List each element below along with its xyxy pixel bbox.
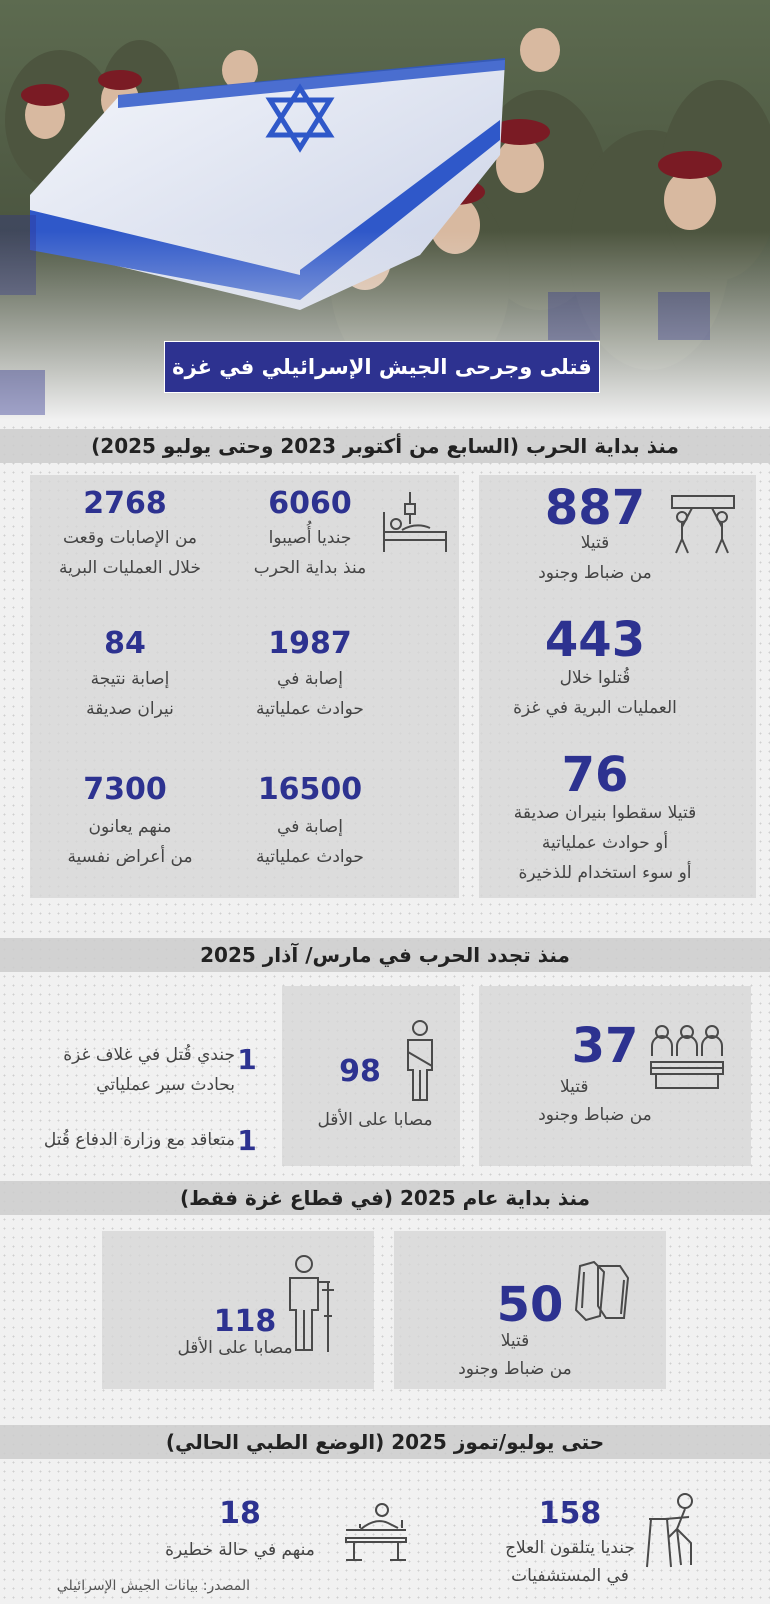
section2-heading: منذ تجدد الحرب في مارس/ آذار 2025 (0, 938, 770, 972)
s3-killed-value: 50 (496, 1277, 564, 1333)
page-title: قتلى وجرحى الجيش الإسرائيلي في غزة (165, 342, 599, 392)
walker-icon (645, 1493, 713, 1569)
s4-hospital-value: 158 (538, 1496, 602, 1531)
s1-friendly-killed-value: 76 (561, 747, 629, 803)
s2-wounded-value: 98 (339, 1054, 381, 1089)
s1-wounded-ground-value: 2768 (83, 486, 167, 521)
injured-person-icon (405, 1020, 435, 1102)
s3-killed-label1: قتيلا (500, 1331, 530, 1351)
s2-road-death-label2: بحادث سير عملياتي (96, 1075, 235, 1095)
s4-hospital-label2: في المستشفيات (511, 1566, 629, 1586)
s1-wounded-friendly-value: 84 (104, 626, 146, 661)
s2-contractor-label1: متعاقد مع وزارة الدفاع قُتل (43, 1130, 235, 1150)
s1-wounded-total-label1: جنديا أُصيبوا (268, 528, 352, 548)
section1-heading: منذ بداية الحرب (السابع من أكتوبر 2023 وحتى يوليو 2025) (0, 429, 770, 463)
s1-wounded-ops-label1: إصابة في (277, 669, 343, 689)
s2-killed-value: 37 (571, 1018, 639, 1074)
s3-wounded-label1: مصابا على الأقل (177, 1338, 293, 1358)
s1-friendly-killed-label1: قتيلا سقطوا بنيران صديقة (513, 803, 697, 823)
s1-wounded-ops2-value: 16500 (257, 772, 363, 807)
section3-heading: منذ بداية عام 2025 (في قطاع غزة فقط) (0, 1181, 770, 1215)
s2-road-death-value: 1 (237, 1043, 257, 1076)
s1-wounded-friendly-label1: إصابة نتيجة (90, 669, 170, 689)
s4-critical-value: 18 (219, 1496, 261, 1531)
s1-wounded-total-label2: منذ بداية الحرب (253, 558, 367, 578)
s1-wounded-ops-value: 1987 (268, 626, 352, 661)
s1-ground-killed-label2: العمليات البرية في غزة (513, 698, 677, 718)
carry-icon (668, 493, 738, 555)
s1-psych-label2: من أعراض نفسية (67, 847, 193, 867)
section4-heading: حتى يوليو/تموز 2025 (الوضع الطبي الحالي) (0, 1425, 770, 1459)
s1-wounded-ops2-label1: إصابة في (277, 817, 343, 837)
s1-ground-killed-value: 443 (544, 612, 646, 668)
s2-contractor-value: 1 (237, 1124, 257, 1157)
s1-wounded-total-value: 6060 (268, 486, 352, 521)
s1-killed-label2: من ضباط وجنود (538, 563, 652, 583)
s1-killed-value: 887 (544, 480, 646, 536)
s4-hospital-label1: جنديا يتلقون العلاج (505, 1538, 635, 1558)
s2-killed-label2: من ضباط وجنود (538, 1105, 652, 1125)
s2-road-death-label1: جندي قُتل في غلاف غزة (63, 1045, 235, 1065)
s1-wounded-ops2-label2: حوادث عملياتية (256, 847, 364, 867)
s2-wounded-label1: مصابا على الأقل (317, 1110, 433, 1130)
s1-friendly-killed-label2: أو حوادث عملياتية (541, 833, 669, 853)
s4-critical-label1: منهم في حالة خطيرة (165, 1540, 315, 1560)
s1-ground-killed-label1: قُتلوا خلال (559, 668, 631, 688)
s3-killed-label2: من ضباط وجنود (458, 1359, 572, 1379)
s1-friendly-killed-label3: أو سوء استخدام للذخيرة (518, 863, 692, 883)
s1-wounded-friendly-label2: نيران صديقة (86, 699, 174, 719)
s1-wounded-ops-label2: حوادث عملياتية (256, 699, 364, 719)
stretcher-icon (340, 1500, 412, 1564)
s1-killed-label1: قتيلا (580, 533, 610, 553)
s1-psych-value: 7300 (83, 772, 167, 807)
coffins-icon (572, 1260, 636, 1322)
s1-wounded-ground-label1: من الإصابات وقعت (62, 528, 198, 548)
s3-wounded-value: 118 (213, 1304, 277, 1339)
source-note: المصدر: بيانات الجيش الإسرائيلي (56, 1578, 250, 1594)
s1-wounded-ground-label2: خلال العمليات البرية (59, 558, 201, 578)
s2-killed-label1: قتيلا (560, 1077, 589, 1097)
s1-psych-label1: منهم يعانون (88, 817, 172, 837)
